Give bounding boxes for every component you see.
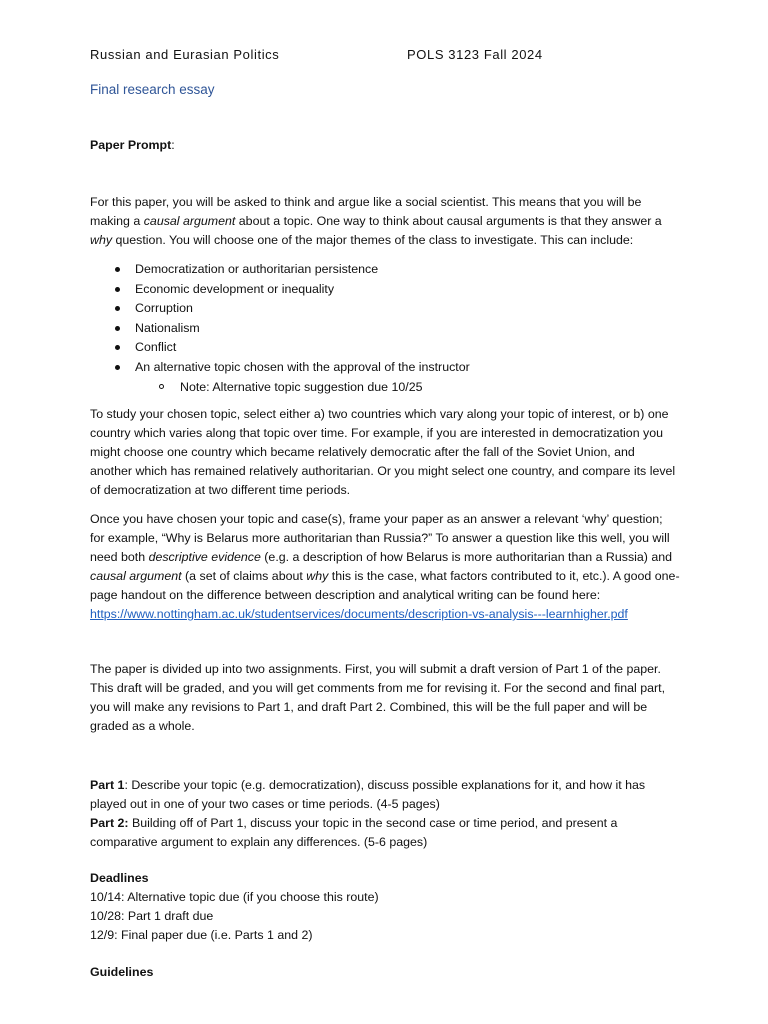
deadline-item: 10/28: Part 1 draft due (90, 909, 214, 923)
part1-text: : Describe your topic (e.g. democratization), discuss possible explanations for it, and how it has played out in one of your two cases or time periods. (4-5 pages) (90, 778, 646, 811)
list-item-text: Conflict (135, 340, 177, 355)
intro-emphasis-why: why (90, 233, 113, 247)
list-item-text: An alternative topic chosen with the approval of the instructor (135, 359, 470, 374)
list-item (90, 358, 680, 378)
document-page (90, 0, 680, 1024)
division-paragraph-text: The paper is divided up into two assignments. First, you will submit a draft version of Part 1 of the paper. This draft will be graded, and you will get comments from me for revising it. For the second and final part, you will make any revisions to Part 1, and draft Part 2. Combined, this will be the full paper and will be graded as a whole. (90, 662, 666, 733)
frame-paragraph (90, 510, 680, 624)
list-item (90, 280, 680, 300)
frame-emphasis-descriptive: descriptive evidence (148, 550, 261, 564)
intro-emphasis-causal: causal argument (143, 214, 236, 228)
list-item (90, 338, 680, 358)
bullet-icon (115, 306, 120, 311)
division-paragraph (90, 660, 680, 736)
list-item (90, 260, 680, 280)
frame-text-1: Once you have chosen your topic and case(s), frame your paper as an answer a relevant ‘why’ question; for example, “Why is Belarus more authoritarian than Russia?” To answer a question like this well, you will need both (90, 512, 670, 564)
prompt-heading: Paper Prompt (90, 138, 172, 152)
course-title: Russian and Eurasian Politics (90, 47, 280, 62)
list-item (90, 319, 680, 339)
bullet-icon (115, 365, 120, 370)
bullet-icon (115, 287, 120, 292)
study-paragraph-text: To study your chosen topic, select either a) two countries which vary along your topic of interest, or b) one country which varies along that topic over time. For example, if you are interested in democratization you might choose one country which became relatively democratic after the fall of the Soviet Union, and another which has remained relatively authoritarian. Or you might select one country, and compare its level of democratization at two different time periods. (90, 407, 676, 497)
frame-emphasis-why: why (306, 569, 329, 583)
document-subtitle: Final research essay (90, 82, 215, 97)
bullet-icon (115, 345, 120, 350)
hollow-bullet-icon (159, 384, 164, 389)
handout-link[interactable]: https://www.nottingham.ac.uk/studentservices/documents/description-vs-analysis---learnhigher.pdf (90, 607, 628, 621)
frame-text-3: (a set of claims about (181, 569, 307, 583)
parts-section (90, 776, 680, 852)
course-term: POLS 3123 Fall 2024 (407, 47, 543, 62)
study-paragraph (90, 405, 680, 500)
part1-label: Part 1 (90, 778, 125, 792)
list-item (90, 299, 680, 319)
intro-text-1: For this paper, you will be asked to think and argue like a social scientist. This means that you will be making a (90, 195, 642, 228)
sub-list-item (90, 378, 680, 398)
list-item-text: Corruption (135, 301, 193, 316)
themes-list (90, 260, 680, 397)
part2-text: Building off of Part 1, discuss your topic in the second case or time period, and present a comparative argument to explain any differences. (5-6 pages) (90, 816, 618, 849)
list-item-text: Nationalism (135, 320, 200, 335)
part2-label: Part 2: (90, 816, 129, 830)
frame-text-4: this is the case, what factors contributed to it, etc.). A good one-page handout on the difference between description and analytical writing can be found here: (90, 569, 680, 602)
deadlines-heading: Deadlines (90, 871, 149, 885)
bullet-icon (115, 326, 120, 331)
guidelines-section (90, 963, 680, 982)
deadlines-section (90, 869, 680, 945)
frame-emphasis-causal: causal argument (90, 569, 182, 583)
list-item-text: Economic development or inequality (135, 281, 335, 296)
prompt-colon: : (171, 138, 175, 152)
intro-paragraph (90, 193, 680, 250)
bullet-icon (115, 267, 120, 272)
guidelines-heading: Guidelines (90, 965, 154, 979)
prompt-heading-line (90, 136, 680, 155)
frame-text-2: (e.g. a description of how Belarus is more authoritarian than a Russia) and (260, 550, 673, 564)
intro-text-3: question. You will choose one of the major themes of the class to investigate. This can include: (112, 233, 634, 247)
intro-text-2: about a topic. One way to think about causal arguments is that they answer a (235, 214, 662, 228)
deadline-item: 12/9: Final paper due (i.e. Parts 1 and 2) (90, 928, 313, 942)
deadline-item: 10/14: Alternative topic due (if you choose this route) (90, 890, 379, 904)
list-item-text: Democratization or authoritarian persistence (135, 262, 379, 276)
sub-list-item-text: Note: Alternative topic suggestion due 10/25 (180, 379, 423, 394)
